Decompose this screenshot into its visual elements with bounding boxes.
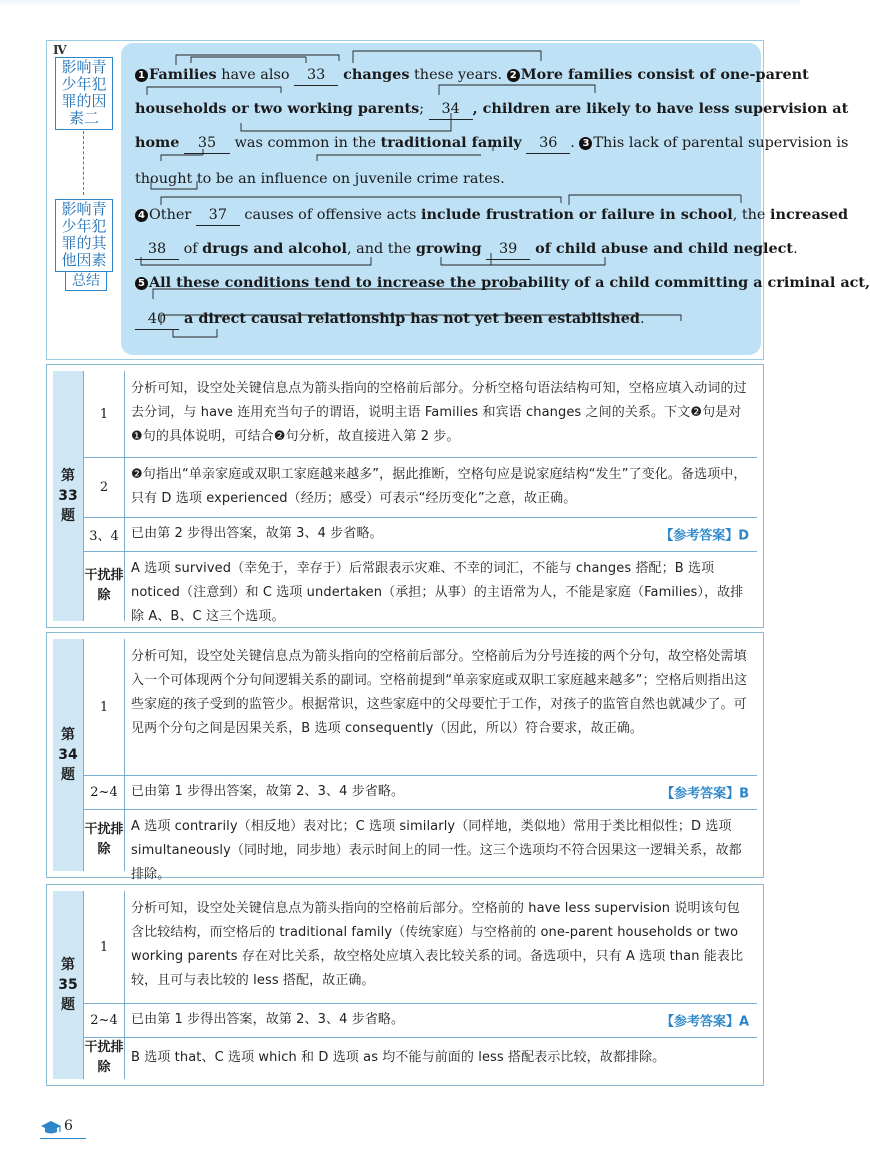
- passage-line-4: [135, 169, 751, 189]
- passage-bold-text: increased: [770, 206, 849, 223]
- question-label-suffix: 题: [61, 767, 75, 783]
- passage-line-7: [135, 273, 870, 293]
- blank-39[interactable]: 39: [486, 239, 530, 260]
- passage-text: .: [793, 241, 798, 257]
- blank-34[interactable]: 34: [429, 99, 473, 120]
- question-number: 33: [58, 488, 78, 504]
- sentence-number-marker: 3: [579, 137, 592, 150]
- sentence-number-marker: 1: [135, 69, 148, 82]
- graduation-cap-icon: [40, 1120, 62, 1136]
- step-text: 分析可知，设空处关键信息点为箭头指向的空格前后部分。空格前后为分号连接的两个分句，故空格处需填入一个可体现两个分句间逻辑关系的副词。空格前提到“单亲家庭或双职工家庭越来越多”；空格后则指出这些家庭的孩子受到的监管少。根据常识，这些家庭中的父母要忙于工作，对孩子的监管自然也就减少了。可见两个分句之间是因果关系，B 选项 consequently（因此，所以）符合要求，故正确。: [131, 649, 748, 736]
- step-text: 分析可知，设空处关键信息点为箭头指向的空格前后部分。空格前的 have less supervision 说明该句包含比较结构，而空格后的 traditional family（传统家庭）与空格前的 one-parent households or two working parents 存在对比关系，故空格处应填入表比较关系的词。备选项中，只有 A 选项 than 能表比较，且可与表比较的 less 搭配，故正确。: [131, 901, 744, 988]
- step-number: 2~4: [83, 775, 125, 809]
- analysis-row: [83, 1003, 757, 1038]
- section-numeral: Ⅳ: [53, 43, 67, 57]
- passage-line-2: [135, 99, 849, 120]
- passage-text: of: [179, 241, 203, 257]
- passage-bold-text: a direct causal relationship has not yet been established: [179, 310, 640, 327]
- question-number: 35: [58, 977, 78, 993]
- step-number: 2: [83, 457, 125, 517]
- sidebar-connector: [83, 131, 85, 195]
- blank-35[interactable]: 35: [184, 133, 230, 154]
- blank-40[interactable]: 40: [135, 309, 179, 330]
- reference-answer: 【参考答案】D: [660, 528, 749, 544]
- passage-sidebar: [47, 41, 119, 359]
- analysis-row: [83, 457, 757, 518]
- question-label: [53, 639, 83, 871]
- passage-text: Other: [149, 207, 196, 223]
- passage-text: causes of offensive acts: [239, 207, 421, 223]
- label-summary: 总结: [65, 271, 107, 291]
- passage-text: was common in the: [230, 135, 381, 151]
- passage-line-1: [135, 65, 809, 86]
- analysis-row: [83, 775, 757, 810]
- step-text: 已由第 1 步得出答案，故第 2、3、4 步省略。: [131, 784, 405, 799]
- passage-bold-text: traditional family: [380, 134, 522, 151]
- passage-text: have also: [216, 67, 295, 83]
- passage-text: these years.: [409, 67, 507, 83]
- question-35-analysis: [46, 884, 764, 1086]
- passage-bold-text: , children are likely to have less supervision at: [472, 100, 849, 117]
- step-text: 分析可知，设空处关键信息点为箭头指向的空格前后部分。分析空格句语法结构可知，空格应填入动词的过去分词，与 have 连用充当句子的谓语，说明主语 Families 和宾语 changes 之间的关系。下文❷句是对❶句的具体说明，可结合❷句分析，故直接进入第 2 步。: [131, 381, 747, 444]
- step-text: 已由第 1 步得出答案，故第 2、3、4 步省略。: [131, 1012, 405, 1027]
- passage-bold-text: changes: [338, 66, 410, 83]
- step-number: 2~4: [83, 1003, 125, 1037]
- passage-bold-text: of child abuse and child neglect: [530, 240, 794, 257]
- reference-answer: 【参考答案】B: [661, 786, 749, 802]
- analysis-row: [83, 639, 757, 776]
- passage-text: , and the: [346, 241, 416, 257]
- step-number: 1: [83, 639, 125, 775]
- step-text: 已由第 2 步得出答案，故第 3、4 步省略。: [131, 526, 383, 541]
- passage-line-6: [135, 239, 798, 260]
- reference-answer: 【参考答案】A: [660, 1014, 749, 1030]
- question-number: 34: [58, 747, 78, 763]
- step-text: B 选项 that、C 选项 which 和 D 选项 as 均不能与前面的 less 搭配表示比较，故都排除。: [131, 1050, 666, 1065]
- step-number: 1: [83, 371, 125, 457]
- passage-bold-text: households or two working parents: [135, 100, 420, 117]
- passage-section: [46, 40, 870, 360]
- passage-bold-text: All these conditions tend to increase the probability of a child committing a criminal act,: [149, 274, 870, 291]
- question-label: [53, 371, 83, 621]
- label-other-factors: 影响青少年犯罪的其他因素: [55, 199, 113, 272]
- blank-38[interactable]: 38: [135, 239, 179, 260]
- passage-bold-text: More families consist of one-parent: [520, 66, 809, 83]
- analysis-row: [83, 1037, 757, 1079]
- passage-text: .: [570, 135, 580, 151]
- passage-text: thought to be an influence on juvenile crime rates.: [135, 171, 505, 187]
- label-factor-two: 影响青少年犯罪的因素二: [55, 57, 113, 130]
- question-34-analysis: [46, 632, 764, 882]
- question-label-prefix: 第: [61, 727, 75, 743]
- question-33-analysis: [46, 364, 764, 628]
- question-label-prefix: 第: [61, 957, 75, 973]
- top-edge: [0, 0, 800, 8]
- blank-36[interactable]: 36: [526, 133, 570, 154]
- passage-bold-text: Families: [149, 66, 217, 83]
- passage-bold-text: drugs and alcohol: [202, 240, 347, 257]
- analysis-row: [83, 809, 757, 882]
- page-footer: [40, 1118, 88, 1138]
- sentence-number-marker: 2: [507, 69, 520, 82]
- question-label-prefix: 第: [61, 468, 75, 484]
- analysis-row: [83, 891, 757, 1004]
- passage-text: .: [639, 311, 645, 327]
- blank-37[interactable]: 37: [196, 205, 240, 226]
- step-number: 1: [83, 891, 125, 1003]
- passage-bold-text: home: [135, 134, 180, 151]
- footer-rule: [40, 1138, 86, 1139]
- distractor-elimination-label: 干扰排除: [83, 551, 125, 621]
- passage-line-3: [135, 133, 849, 154]
- sentence-number-marker: 5: [135, 277, 148, 290]
- passage-text: This lack of parental supervision is: [593, 135, 849, 151]
- step-number: 3、4: [83, 517, 125, 551]
- passage-line-5: [135, 205, 849, 226]
- question-label-suffix: 题: [61, 997, 75, 1013]
- analysis-row: [83, 551, 757, 624]
- step-text: ❷句指出“单亲家庭或双职工家庭越来越多”，据此推断，空格句应是说家庭结构“发生”了变化。备选项中，只有 D 选项 experienced（经历；感受）可表示“经历变化”之意，故正确。: [131, 467, 747, 506]
- analysis-row: [83, 371, 757, 458]
- question-label: [53, 891, 83, 1079]
- distractor-elimination-label: 干扰排除: [83, 1037, 125, 1079]
- page-number: 6: [64, 1118, 73, 1134]
- question-label-suffix: 题: [61, 508, 75, 524]
- step-text: A 选项 contrarily（相反地）表对比；C 选项 similarly（同样地，类似地）常用于类比相似性；D 选项 simultaneously（同时地，同步地）表示时间上的同一性。这三个选项均不符合因果这一逻辑关系，故都排除。: [131, 819, 742, 882]
- passage-text-panel: [121, 43, 870, 355]
- passage-text: ;: [419, 101, 429, 117]
- passage-line-8: [135, 309, 751, 330]
- step-text: A 选项 survived（幸免于，幸存于）后常跟表示灾难、不幸的词汇，不能与 changes 搭配；B 选项 noticed（注意到）和 C 选项 undertaken（承担；从事）的主语常为人，不能是家庭（Families），故排除 A、B、C 这三个选项。: [131, 561, 744, 624]
- blank-33[interactable]: 33: [294, 65, 338, 86]
- passage-bold-text: include frustration or failure in school: [421, 206, 733, 223]
- analysis-row: [83, 517, 757, 552]
- distractor-elimination-label: 干扰排除: [83, 809, 125, 871]
- passage-text: , the: [732, 207, 771, 223]
- passage-bold-text: growing: [415, 240, 482, 257]
- sentence-number-marker: 4: [135, 209, 148, 222]
